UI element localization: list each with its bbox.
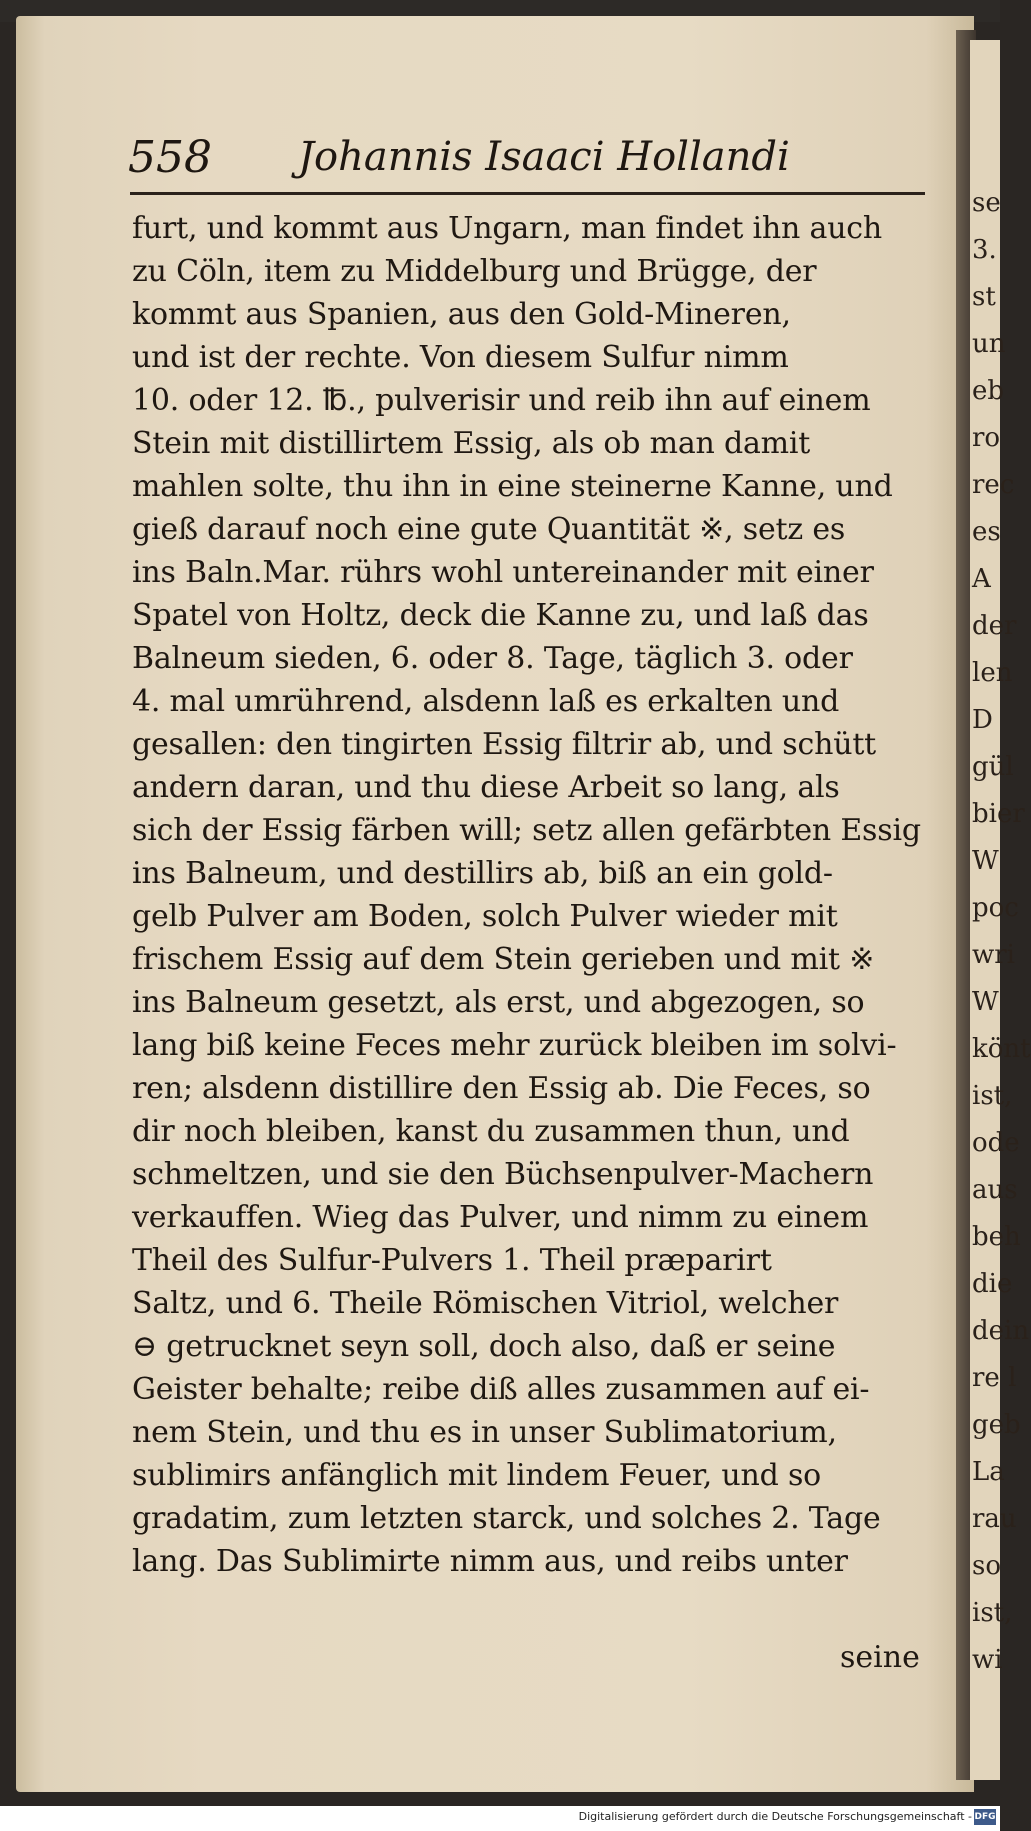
facing-page-fragment: die (972, 1269, 1013, 1299)
text-line: Saltz, und 6. Theile Römischen Vitriol, welcher (132, 1286, 839, 1321)
facing-page-fragment: W (972, 846, 999, 876)
facing-page-fragment: A (972, 564, 991, 594)
text-line: schmeltzen, und sie den Büchsenpulver-Machern (132, 1157, 874, 1192)
text-line: ⊖ getrucknet seyn soll, doch also, daß er seine (132, 1329, 836, 1364)
text-line: Spatel von Holtz, deck die Kanne zu, und laß das (132, 598, 869, 633)
facing-page-fragment: so (972, 1551, 1001, 1581)
digitization-credit: Digitalisierung gefördert durch die Deutsche Forschungsgemeinschaft - (578, 1810, 972, 1823)
dfg-logo-icon: DFG (974, 1809, 996, 1825)
page-header (128, 132, 928, 192)
text-line: Theil des Sulfur-Pulvers 1. Theil præparirt (132, 1243, 772, 1278)
facing-page-fragment: geb (972, 1410, 1021, 1440)
facing-page-fragment: beh (972, 1222, 1021, 1252)
text-line: sublimirs anfänglich mit lindem Feuer, und so (132, 1458, 822, 1493)
text-line: gesallen: den tingirten Essig filtrir ab, und schütt (132, 727, 877, 762)
facing-page-fragment: dein (972, 1316, 1030, 1346)
text-line: mahlen solte, thu ihn in eine steinerne Kanne, und (132, 469, 893, 504)
facing-page-fragment: un (972, 329, 1006, 359)
facing-page-fragment: ist, (972, 1598, 1013, 1628)
text-line: frischem Essig auf dem Stein gerieben und mit ※ (132, 942, 875, 977)
facing-page-fragment: st (972, 282, 996, 312)
facing-page-fragment: re l (972, 1363, 1017, 1393)
text-line: ins Balneum gesetzt, als erst, und abgezogen, so (132, 985, 865, 1020)
body-text (132, 207, 932, 1583)
facing-page-fragment: wi (972, 1645, 1003, 1675)
facing-page-fragment: der (972, 611, 1017, 641)
facing-page-fragment: eb (972, 376, 1005, 406)
catchword: seine (840, 1640, 920, 1675)
header-rule (130, 192, 925, 195)
facing-page-fragment: ist, (972, 1081, 1013, 1111)
text-line: lang. Das Sublimirte nimm aus, und reibs unter (132, 1544, 848, 1579)
facing-page-fragment: wri (972, 940, 1015, 970)
text-line: lang biß keine Feces mehr zurück bleiben im solvi- (132, 1028, 897, 1063)
facing-page-fragment: könt (972, 1034, 1031, 1064)
facing-page-fragment: se (972, 188, 1001, 218)
text-line: andern daran, und thu diese Arbeit so lang, als (132, 770, 840, 805)
text-line: zu Cöln, item zu Middelburg und Brügge, der (132, 254, 817, 289)
facing-page-fragment: poc (972, 893, 1019, 923)
running-head: Johannis Isaaci Hollandi (298, 134, 790, 180)
text-line: dir noch bleiben, kanst du zusammen thun, und (132, 1114, 850, 1149)
facing-page-fragment: bier (972, 799, 1025, 829)
text-line: Balneum sieden, 6. oder 8. Tage, täglich 3. oder (132, 641, 853, 676)
text-line: 10. oder 12. ℔., pulverisir und reib ihn auf einem (132, 383, 871, 418)
text-line: ins Baln.Mar. rührs wohl untereinander mit einer (132, 555, 874, 590)
text-line: furt, und kommt aus Ungarn, man findet ihn auch (132, 211, 883, 246)
facing-page-fragment: 3. (972, 235, 997, 265)
facing-page-fragment: aus (972, 1175, 1018, 1205)
text-line: gieß darauf noch eine gute Quantität ※, setz es (132, 512, 846, 547)
facing-page-fragment: ro (972, 423, 1001, 453)
text-line: kommt aus Spanien, aus den Gold-Mineren, (132, 297, 791, 332)
text-line: Geister behalte; reibe diß alles zusammen auf ei- (132, 1372, 870, 1407)
text-line: ren; alsdenn distillire den Essig ab. Die Feces, so (132, 1071, 871, 1106)
facing-page-fragment: La (972, 1457, 1005, 1487)
facing-page-fragment: rau (972, 1504, 1017, 1534)
facing-page-fragment: W (972, 987, 999, 1017)
text-line: verkauffen. Wieg das Pulver, und nimm zu einem (132, 1200, 869, 1235)
facing-page-fragment: rec (972, 470, 1015, 500)
facing-page-fragment: D (972, 705, 993, 735)
facing-page-fragment: es (972, 517, 1001, 547)
text-line: gelb Pulver am Boden, solch Pulver wieder mit (132, 899, 838, 934)
facing-page-edge (970, 40, 1031, 1780)
text-line: nem Stein, und thu es in unser Sublimatorium, (132, 1415, 837, 1450)
facing-page-fragment: ode (972, 1128, 1020, 1158)
text-line: Stein mit distillirtem Essig, als ob man damit (132, 426, 811, 461)
text-line: gradatim, zum letzten starck, und solches 2. Tage (132, 1501, 881, 1536)
text-line: ins Balneum, und destillirs ab, biß an ein gold- (132, 856, 833, 891)
footer-bar (0, 1806, 1000, 1831)
text-line: und ist der rechte. Von diesem Sulfur nimm (132, 340, 789, 375)
text-line: 4. mal umrührend, alsdenn laß es erkalten und (132, 684, 840, 719)
text-line: sich der Essig färben will; setz allen gefärbten Essig (132, 813, 921, 848)
facing-page-fragment: gül (972, 752, 1014, 782)
page-number: 558 (128, 132, 212, 183)
facing-page-fragment: len (972, 658, 1013, 688)
